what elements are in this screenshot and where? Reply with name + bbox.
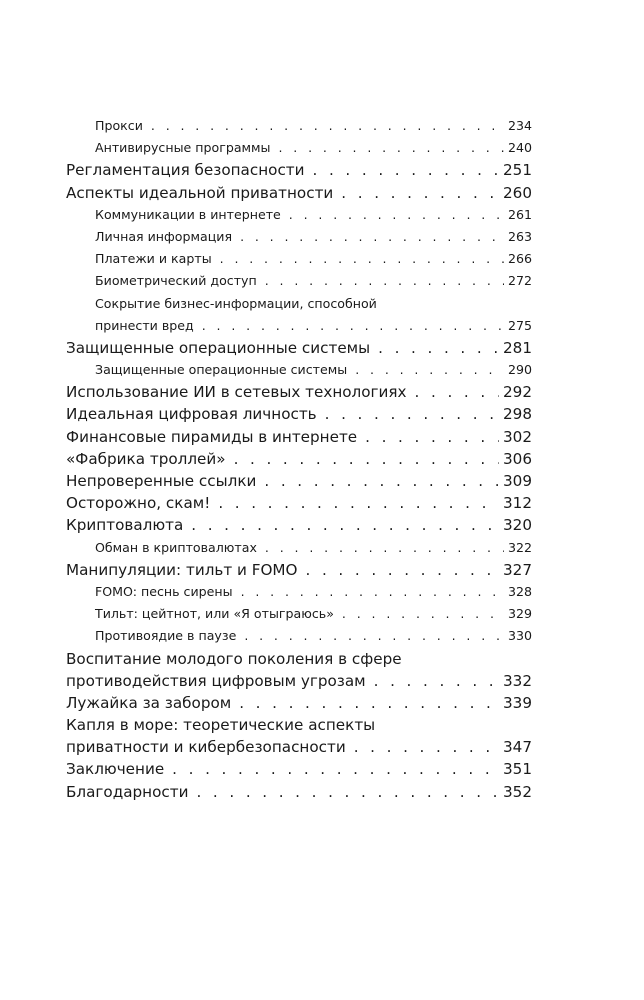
toc-section-entry[interactable] <box>66 359 532 381</box>
toc-chapter-entry[interactable] <box>66 781 532 803</box>
toc-dot-leader <box>239 692 499 714</box>
toc-page-number: 347 <box>503 738 532 757</box>
toc-entry-title: Защищенные операционные системы <box>66 338 371 357</box>
toc-entry-title: приватности и кибербезопасности <box>66 738 346 757</box>
toc-entry-title: Использование ИИ в сетевых технологиях <box>66 383 407 402</box>
toc-entry-title: Биометрический доступ <box>95 273 257 289</box>
toc-entry-title: Капля в море: теоретические аспекты <box>66 716 376 735</box>
toc-entry-title: Аспекты идеальной приватности <box>66 183 334 202</box>
toc-entry-title: Благодарности <box>66 782 189 801</box>
toc-dot-leader <box>202 315 504 337</box>
toc-entry-title: Личная информация <box>95 228 233 244</box>
toc-entry-title: Идеальная цифровая личность <box>66 405 317 424</box>
toc-entry-title: Заключение <box>66 760 165 779</box>
toc-chapter-entry[interactable] <box>66 448 532 470</box>
toc-chapter-entry[interactable] <box>66 692 532 714</box>
toc-section-entry[interactable] <box>66 115 532 137</box>
toc-section-entry[interactable] <box>66 537 532 559</box>
toc-dot-leader <box>278 137 503 159</box>
toc-page-number: 306 <box>503 449 532 468</box>
toc-entry-title: Манипуляции: тильт и FOMO <box>66 560 298 579</box>
toc-chapter-entry[interactable] <box>66 381 532 403</box>
toc-page-number: 322 <box>507 539 532 555</box>
toc-chapter-entry[interactable] <box>66 492 532 514</box>
toc-dot-leader <box>218 492 499 514</box>
toc-dot-leader <box>265 537 504 559</box>
toc-dot-leader <box>191 514 499 536</box>
toc-chapter-entry[interactable] <box>66 403 532 425</box>
toc-entry-title: «Фабрика троллей» <box>66 449 226 468</box>
toc-section-entry[interactable] <box>66 293 532 315</box>
toc-section-entry[interactable] <box>66 315 532 337</box>
toc-section-entry[interactable] <box>66 137 532 159</box>
toc-page-number: 309 <box>503 472 532 490</box>
toc-entry-title: Лужайка за забором <box>66 693 232 712</box>
toc-page-number: 266 <box>507 251 532 267</box>
toc-page-number: 298 <box>503 405 532 424</box>
toc-dot-leader <box>241 581 504 603</box>
toc-page-number: 234 <box>507 118 532 133</box>
toc-entry-title: Регламентация безопасности <box>66 161 305 180</box>
toc-section-entry[interactable] <box>66 625 532 647</box>
toc-entry-title: Противоядие в паузе <box>95 628 237 644</box>
toc-chapter-entry[interactable] <box>66 559 532 581</box>
toc-page-number: 263 <box>507 228 532 244</box>
toc-entry-title: Прокси <box>95 118 143 133</box>
toc-entry-title: принести вред <box>95 317 194 333</box>
toc-page-number: 328 <box>507 583 532 599</box>
toc-dot-leader <box>172 758 499 780</box>
toc-dot-leader <box>325 403 499 425</box>
toc-entry-title: противодействия цифровым угрозам <box>66 671 366 690</box>
toc-chapter-entry[interactable] <box>66 514 532 536</box>
toc-dot-leader <box>265 270 504 292</box>
toc-dot-leader <box>313 159 499 181</box>
toc-page-number: 251 <box>503 161 532 180</box>
toc-entry-title: Криптовалюта <box>66 516 184 535</box>
toc-entry-title: Воспитание молодого поколения в сфере <box>66 649 402 668</box>
toc-dot-leader <box>289 204 504 226</box>
toc-entry-title: Защищенные операционные системы <box>95 362 348 378</box>
toc-chapter-entry[interactable] <box>66 648 532 670</box>
toc-section-entry[interactable] <box>66 581 532 603</box>
toc-page-number: 312 <box>503 494 532 513</box>
toc-page-number: 330 <box>507 628 532 644</box>
toc-chapter-entry[interactable] <box>66 182 532 204</box>
toc-dot-leader <box>365 426 499 448</box>
toc-page-number: 292 <box>503 383 532 402</box>
toc-entry-title: Осторожно, скам! <box>66 494 211 513</box>
toc-chapter-entry[interactable] <box>66 470 532 492</box>
toc-section-entry[interactable] <box>66 270 532 292</box>
toc-page-number: 352 <box>503 782 532 801</box>
toc-section-entry[interactable] <box>66 226 532 248</box>
toc-dot-leader <box>234 448 499 470</box>
toc-page-number: 320 <box>503 516 532 535</box>
toc-dot-leader <box>341 182 499 204</box>
toc-dot-leader <box>306 559 500 581</box>
toc-chapter-entry[interactable] <box>66 736 532 758</box>
toc-chapter-entry[interactable] <box>66 337 532 359</box>
toc-dot-leader <box>415 381 499 403</box>
toc-page-number: 329 <box>507 606 532 622</box>
toc-entry-title: Платежи и карты <box>95 251 212 267</box>
toc-section-entry[interactable] <box>66 204 532 226</box>
toc-page-number: 339 <box>503 693 532 712</box>
toc-chapter-entry[interactable] <box>66 714 532 736</box>
toc-dot-leader <box>264 470 499 492</box>
toc-dot-leader <box>220 248 504 270</box>
toc-entry-title: Коммуникации в интернете <box>95 206 281 222</box>
table-of-contents <box>66 115 532 803</box>
toc-dot-leader <box>151 115 504 137</box>
toc-entry-title: Тильт: цейтнот, или «Я отыграюсь» <box>95 606 334 622</box>
toc-dot-leader <box>240 226 504 248</box>
toc-page-number: 281 <box>503 338 532 357</box>
toc-page-number: 272 <box>507 273 532 289</box>
toc-chapter-entry[interactable] <box>66 426 532 448</box>
toc-dot-leader <box>342 603 504 625</box>
toc-dot-leader <box>244 625 504 647</box>
toc-section-entry[interactable] <box>66 603 532 625</box>
toc-entry-title: Финансовые пирамиды в интернете <box>66 427 358 446</box>
toc-dot-leader <box>378 337 499 359</box>
toc-dot-leader <box>196 781 499 803</box>
toc-page-number: 275 <box>507 317 532 333</box>
toc-page-number: 302 <box>503 427 532 446</box>
toc-page-number: 261 <box>507 206 532 222</box>
toc-entry-title: Сокрытие бизнес-информации, способной <box>95 295 377 311</box>
toc-page-number: 260 <box>503 183 532 202</box>
toc-dot-leader <box>355 359 504 381</box>
toc-page-number: 351 <box>503 760 532 779</box>
toc-entry-title: Обман в криптовалютах <box>95 539 257 555</box>
toc-dot-leader <box>354 736 499 758</box>
toc-entry-title: Непроверенные ссылки <box>66 472 257 490</box>
toc-page-number: 327 <box>503 560 532 579</box>
toc-entry-title: FOMO: песнь сирены <box>95 583 233 599</box>
toc-dot-leader <box>374 670 499 692</box>
toc-page-number: 240 <box>507 140 532 156</box>
toc-chapter-entry[interactable] <box>66 758 532 780</box>
toc-page-number: 290 <box>507 362 532 378</box>
toc-chapter-entry[interactable] <box>66 670 532 692</box>
toc-entry-title: Антивирусные программы <box>95 140 271 156</box>
toc-page-number: 332 <box>503 671 532 690</box>
toc-section-entry[interactable] <box>66 248 532 270</box>
toc-chapter-entry[interactable] <box>66 159 532 181</box>
